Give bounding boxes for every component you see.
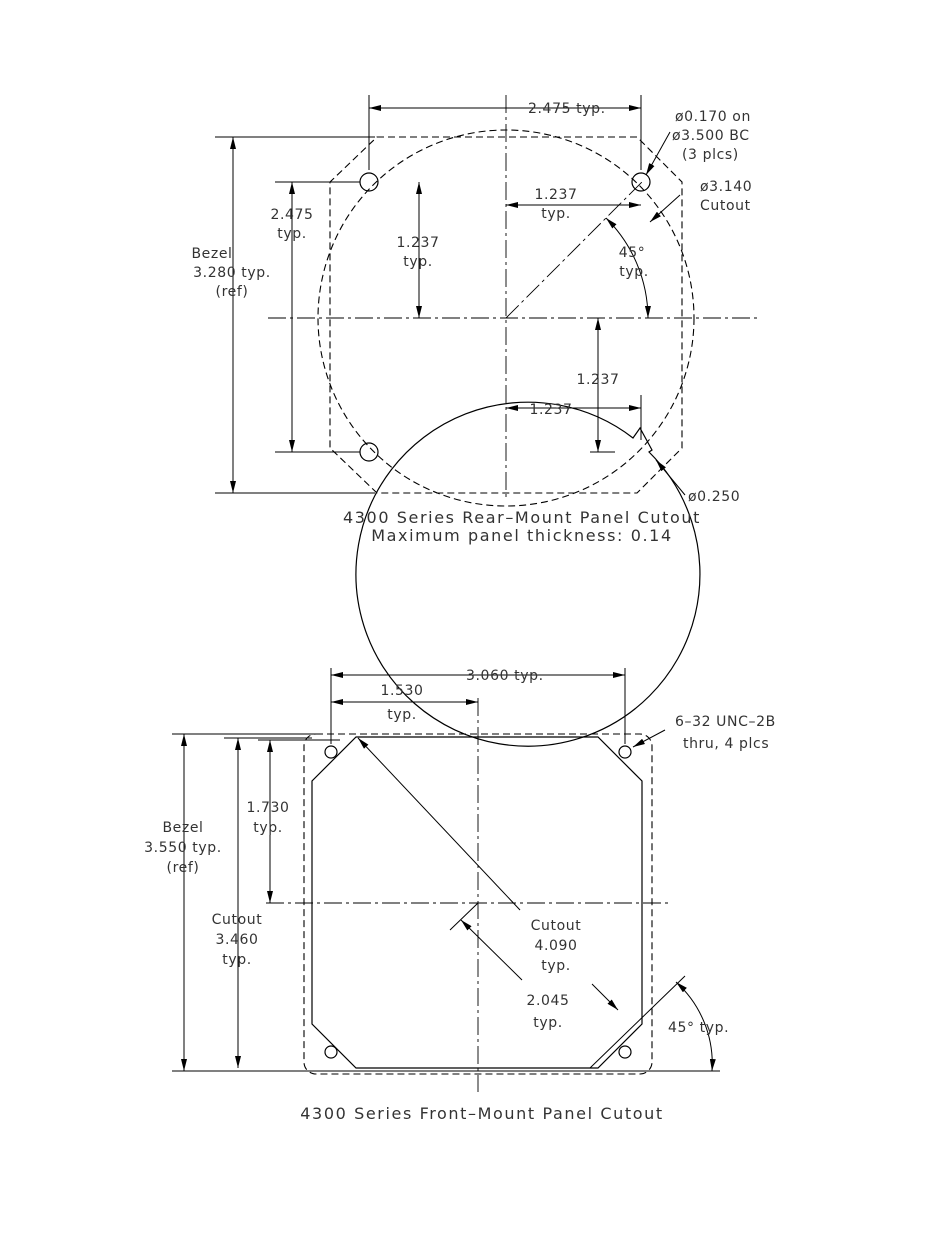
rear-notch-leader xyxy=(656,460,685,495)
front-half-diag-1: 2.045 xyxy=(526,993,570,1009)
front-width-label: 3.060 typ. xyxy=(466,668,544,684)
front-diagonal-1: Cutout xyxy=(530,918,582,934)
front-half-diag-dim-a xyxy=(461,920,522,980)
front-diagonal-3: typ. xyxy=(541,958,571,974)
front-mount-view xyxy=(144,668,776,1123)
front-diagonal-dim xyxy=(358,738,520,910)
rear-hole-leader xyxy=(646,132,670,175)
rear-caption-title: 4300 Series Rear–Mount Panel Cutout xyxy=(343,508,701,527)
front-half-diag-dim-b xyxy=(592,984,618,1010)
rear-hole-note-3: (3 plcs) xyxy=(682,147,739,163)
front-hole-bottom-right xyxy=(619,1046,631,1058)
front-half-width-2: typ. xyxy=(387,707,417,723)
front-bezel-note-1: Bezel xyxy=(162,820,204,836)
rear-angle-2: typ. xyxy=(619,264,649,280)
rear-hole-bottom-left xyxy=(360,443,378,461)
rear-bezel-note-3: (ref) xyxy=(215,284,249,300)
rear-width-label: 2.475 typ. xyxy=(528,101,606,117)
rear-inner-vert-1: 1.237 xyxy=(396,235,440,251)
rear-hole-note-1: ø0.170 on xyxy=(675,109,751,125)
rear-caption-subtitle: Maximum panel thickness: 0.14 xyxy=(371,526,673,545)
rear-angle-1: 45° xyxy=(618,245,646,261)
front-cutout-height-1: Cutout xyxy=(211,912,263,928)
rear-hole-top-right xyxy=(632,173,650,191)
front-hole-top-right xyxy=(619,746,631,758)
rear-cutout-note-1: ø3.140 xyxy=(700,179,753,195)
front-diagonal-2: 4.090 xyxy=(534,938,578,954)
front-cutout-height-3: typ. xyxy=(222,952,252,968)
front-cutout-outline xyxy=(312,737,642,1068)
front-thread-note-1: 6–32 UNC–2B xyxy=(675,714,776,730)
rear-inner-horiz-2: typ. xyxy=(541,206,571,222)
rear-cutout-note-2: Cutout xyxy=(700,198,751,214)
rear-bezel-note-2: 3.280 typ. xyxy=(193,265,271,281)
rear-inner-horiz-1: 1.237 xyxy=(534,187,578,203)
rear-hole-note-2: ø3.500 BC xyxy=(672,128,750,144)
front-bezel-note-3: (ref) xyxy=(166,860,200,876)
front-thread-note-2: thru, 4 plcs xyxy=(683,736,770,752)
rear-left-height-1: 2.475 xyxy=(270,207,314,223)
rear-right-vert-label: 1.237 xyxy=(576,372,620,388)
front-half-width-1: 1.530 xyxy=(380,683,424,699)
rear-lower-horiz-label: 1.237 xyxy=(529,402,573,418)
rear-cutout-leader xyxy=(650,195,680,222)
rear-mount-view xyxy=(191,95,760,746)
front-hole-top-left xyxy=(325,746,337,758)
front-half-height-2: typ. xyxy=(253,820,283,836)
rear-left-height-2: typ. xyxy=(277,226,307,242)
rear-inner-vert-2: typ. xyxy=(403,254,433,270)
front-half-height-1: 1.730 xyxy=(246,800,290,816)
rear-notch-label: ø0.250 xyxy=(688,489,741,505)
rear-bezel-note-1: Bezel xyxy=(191,246,233,262)
front-cutout-height-2: 3.460 xyxy=(215,932,259,948)
front-hole-bottom-left xyxy=(325,1046,337,1058)
front-half-diag-2: typ. xyxy=(533,1015,563,1031)
front-caption-title: 4300 Series Front–Mount Panel Cutout xyxy=(300,1104,664,1123)
front-angle-label: 45° typ. xyxy=(668,1020,730,1036)
front-bezel-note-2: 3.550 typ. xyxy=(144,840,222,856)
rear-hole-top-left xyxy=(360,173,378,191)
front-thread-leader xyxy=(633,730,665,747)
